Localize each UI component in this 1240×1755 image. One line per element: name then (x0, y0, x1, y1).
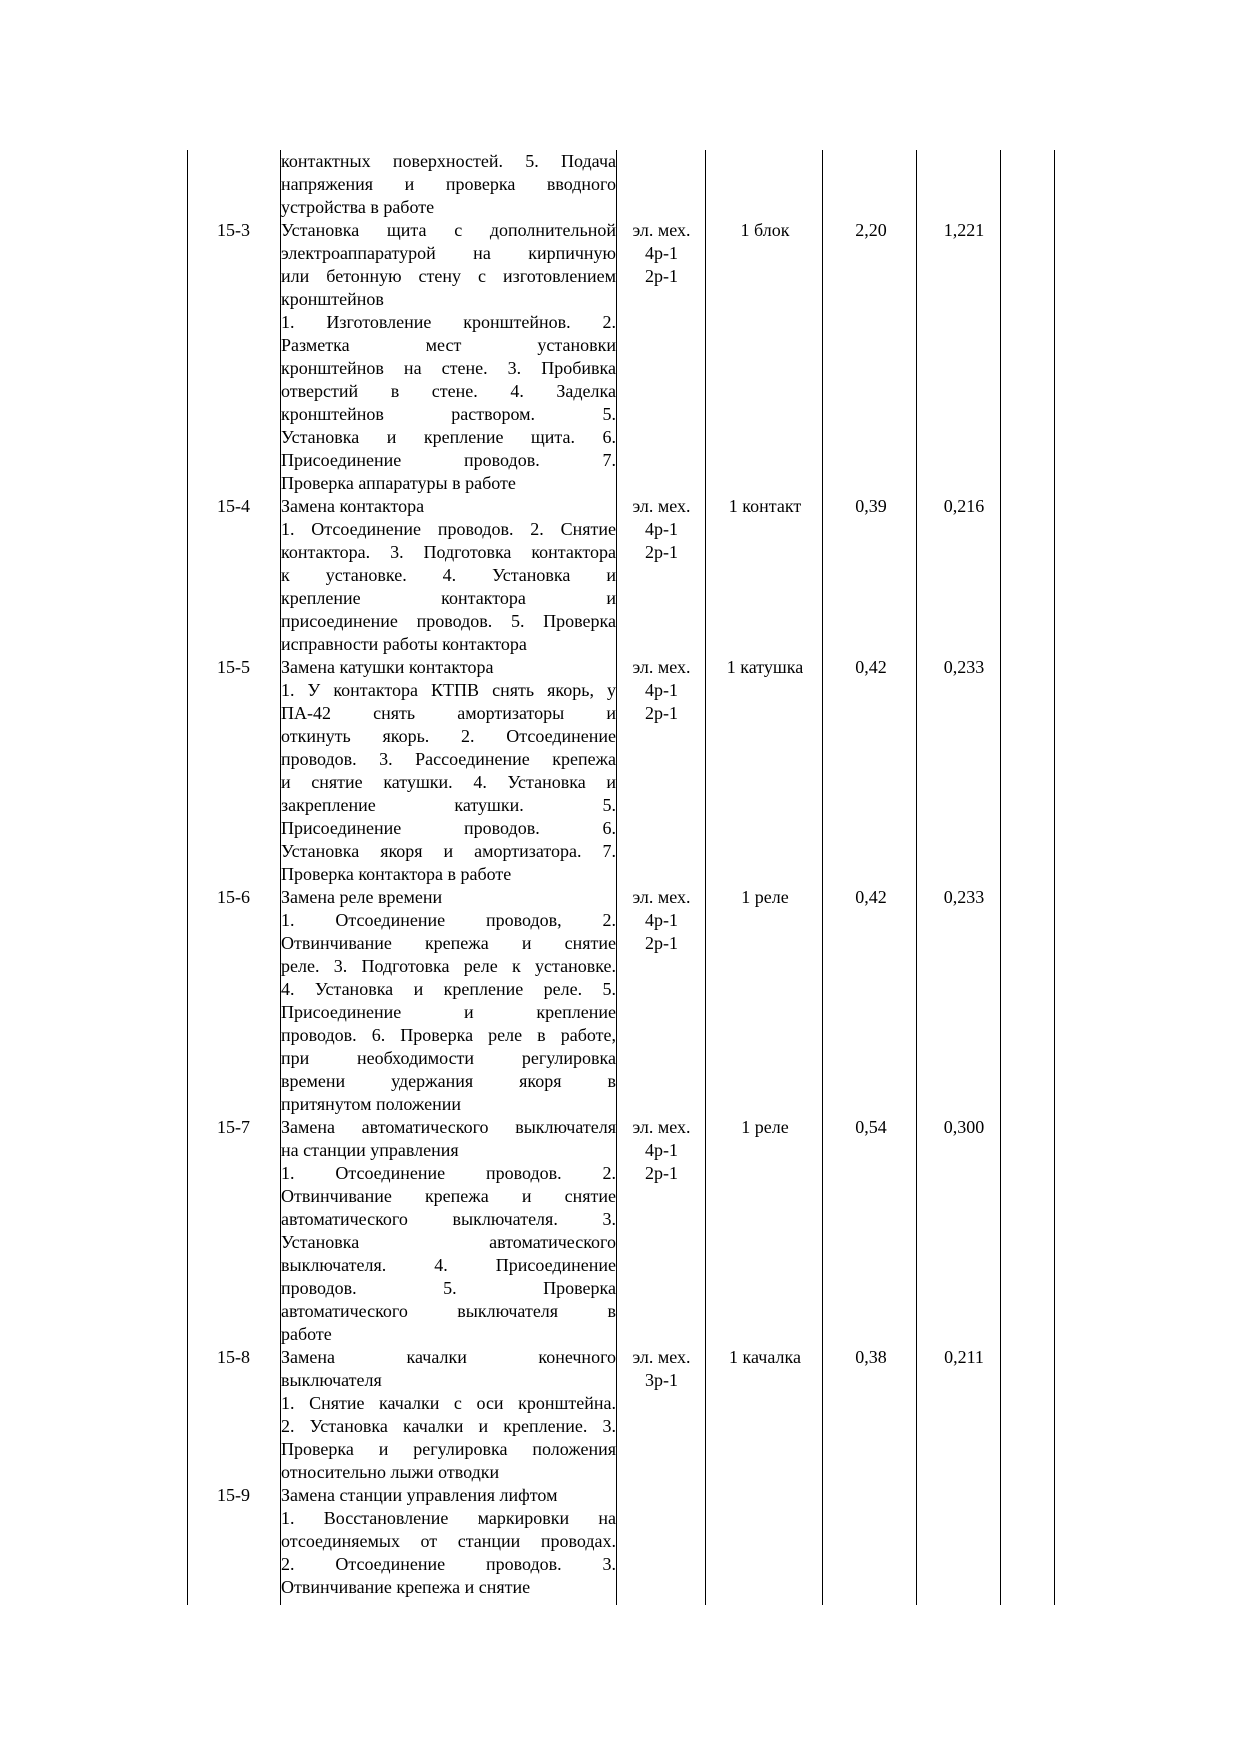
composition-item: эл. мех. (632, 887, 691, 907)
row-step-line: 1. Изготовление кронштейнов. 2. (281, 312, 616, 332)
row-value-1: 0,39 (855, 496, 887, 516)
row-step-line: откинуть якорь. 2. Отсоединение (281, 726, 616, 746)
composition-item: 3р-1 (645, 1370, 678, 1390)
row-title-line: на станции управления (281, 1140, 459, 1160)
table-border-right (1054, 150, 1055, 1605)
row-unit: 1 катушка (726, 657, 804, 677)
row-description (281, 886, 616, 1116)
row-composition (618, 656, 705, 725)
row-step-line: отверстий в стене. 4. Заделка (281, 381, 616, 401)
row-description (281, 656, 616, 886)
row-step-line: Разметка мест установки (281, 335, 616, 355)
table-divider-desc (616, 150, 617, 1605)
composition-item: 2р-1 (645, 266, 678, 286)
row-step-line: кронштейнов на стене. 3. Пробивка (281, 358, 616, 378)
row-step-line: контактора. 3. Подготовка контактора (281, 542, 616, 562)
composition-item: эл. мех. (632, 1347, 691, 1367)
row-title-line: кронштейнов (281, 289, 384, 309)
row-composition (618, 1346, 705, 1392)
row-value-1: 0,38 (855, 1347, 887, 1367)
row-step-line: 1. Отсоединение проводов, 2. (281, 910, 616, 930)
row-title-line: Замена контактора (281, 496, 425, 516)
intro-line: напряжения и проверка вводного (281, 174, 616, 194)
row-step-line: реле. 3. Подготовка реле к установке. (281, 956, 616, 976)
row-step-line: Отвинчивание крепежа и снятие (281, 933, 616, 953)
row-unit: 1 контакт (728, 496, 802, 516)
composition-item: 2р-1 (645, 542, 678, 562)
row-title-line: Замена качалки конечного (281, 1347, 616, 1367)
row-description (281, 1116, 616, 1346)
table-border-left (187, 150, 188, 1605)
composition-item: эл. мех. (632, 220, 691, 240)
row-title-line: электроаппаратурой на кирпичную (281, 243, 616, 263)
row-composition (618, 219, 705, 288)
row-value-2: 0,211 (944, 1347, 984, 1367)
row-value-1: 0,42 (855, 657, 887, 677)
row-description (281, 495, 616, 656)
row-unit: 1 реле (741, 1117, 789, 1137)
row-code: 15-7 (217, 1117, 250, 1137)
row-title-line: или бетонную стену с изготовлением (281, 266, 616, 286)
row-step-line: проводов. 3. Рассоединение крепежа (281, 749, 616, 769)
row-code: 15-3 (217, 220, 250, 240)
composition-item: эл. мех. (632, 496, 691, 516)
row-description (281, 219, 616, 495)
row-code: 15-8 (217, 1347, 250, 1367)
row-value-2: 1,221 (943, 220, 985, 240)
composition-item: 4р-1 (645, 243, 678, 263)
table-divider-v2 (1000, 150, 1001, 1605)
row-step-line: ПА-42 снять амортизаторы и (281, 703, 616, 723)
row-step-line: 4. Установка и крепление реле. 5. (281, 979, 616, 999)
composition-item: 4р-1 (645, 910, 678, 930)
row-code: 15-4 (217, 496, 250, 516)
row-unit: 1 качалка (729, 1347, 801, 1367)
row-step-line: Присоединение проводов. 7. (281, 450, 616, 470)
row-composition (618, 1116, 705, 1185)
row-step-line: выключателя. 4. Присоединение (281, 1255, 616, 1275)
row-composition (618, 886, 705, 955)
row-description (281, 1346, 616, 1484)
row-step-line: присоединение проводов. 5. Проверка (281, 611, 616, 631)
composition-item: 2р-1 (645, 1163, 678, 1183)
row-step-line: Отвинчивание крепежа и снятие (281, 1577, 531, 1597)
row-step-line: Отвинчивание крепежа и снятие (281, 1186, 616, 1206)
row-title-line: Замена реле времени (281, 887, 443, 907)
row-step-line: Присоединение проводов. 6. (281, 818, 616, 838)
row-composition (618, 495, 705, 564)
row-value-2: 0,300 (943, 1117, 985, 1137)
row-step-line: и снятие катушки. 4. Установка и (281, 772, 616, 792)
intro-line: контактных поверхностей. 5. Подача (281, 151, 616, 171)
row-step-line: притянутом положении (281, 1094, 461, 1114)
row-step-line: автоматического выключателя в (281, 1301, 616, 1321)
row-step-line: исправности работы контактора (281, 634, 527, 654)
composition-item: эл. мех. (632, 657, 691, 677)
row-code: 15-5 (217, 657, 250, 677)
row-step-line: работе (281, 1324, 332, 1344)
row-step-line: кронштейнов раствором. 5. (281, 404, 616, 424)
row-step-line: проводов. 5. Проверка (281, 1278, 616, 1298)
row-value-1: 0,42 (855, 887, 887, 907)
row-step-line: отсоединяемых от станции проводах. (281, 1531, 616, 1551)
row-value-2: 0,233 (943, 887, 985, 907)
row-title-line: Замена автоматического выключателя (281, 1117, 616, 1137)
row-step-line: проводов. 6. Проверка реле в работе, (281, 1025, 616, 1045)
row-step-line: закрепление катушки. 5. (281, 795, 616, 815)
composition-item: эл. мех. (632, 1117, 691, 1137)
row-step-line: 1. Отсоединение проводов. 2. Снятие (281, 519, 616, 539)
row-code: 15-6 (217, 887, 250, 907)
row-value-1: 2,20 (855, 220, 887, 240)
table-divider-comp (705, 150, 706, 1605)
row-step-line: относительно лыжи отводки (281, 1462, 500, 1482)
composition-item: 2р-1 (645, 933, 678, 953)
composition-item: 4р-1 (645, 519, 678, 539)
row-step-line: Установка автоматического (281, 1232, 616, 1252)
row-title-line: Замена катушки контактора (281, 657, 494, 677)
row-title-line: выключателя (281, 1370, 382, 1390)
intro-text (281, 150, 616, 219)
row-value-1: 0,54 (855, 1117, 887, 1137)
row-step-line: к установке. 4. Установка и (281, 565, 616, 585)
row-step-line: 1. У контактора КТПВ снять якорь, у (281, 680, 616, 700)
table-divider-v1 (916, 150, 917, 1605)
composition-item: 4р-1 (645, 680, 678, 700)
row-step-line: 2. Отсоединение проводов. 3. (281, 1554, 616, 1574)
row-step-line: Проверка контактора в работе (281, 864, 512, 884)
row-step-line: Присоединение и крепление (281, 1002, 616, 1022)
row-step-line: 1. Снятие качалки с оси кронштейна. (281, 1393, 616, 1413)
row-step-line: 2. Установка качалки и крепление. 3. (281, 1416, 616, 1436)
row-description (281, 1484, 616, 1599)
intro-line: устройства в работе (281, 197, 435, 217)
row-code: 15-9 (217, 1485, 250, 1505)
row-step-line: автоматического выключателя. 3. (281, 1209, 616, 1229)
row-title-line: Установка щита с дополнительной (281, 220, 616, 240)
row-step-line: Проверка и регулировка положения (281, 1439, 616, 1459)
row-step-line: Проверка аппаратуры в работе (281, 473, 516, 493)
row-value-2: 0,233 (943, 657, 985, 677)
row-step-line: Установка и крепление щита. 6. (281, 427, 616, 447)
row-value-2: 0,216 (943, 496, 985, 516)
composition-item: 2р-1 (645, 703, 678, 723)
row-step-line: при необходимости регулировка (281, 1048, 616, 1068)
row-step-line: крепление контактора и (281, 588, 616, 608)
row-title-line: Замена станции управления лифтом (281, 1485, 558, 1505)
row-step-line: 1. Восстановление маркировки на (281, 1508, 616, 1528)
row-step-line: Установка якоря и амортизатора. 7. (281, 841, 616, 861)
row-unit: 1 блок (740, 220, 790, 240)
row-step-line: 1. Отсоединение проводов. 2. (281, 1163, 616, 1183)
row-unit: 1 реле (741, 887, 789, 907)
composition-item: 4р-1 (645, 1140, 678, 1160)
row-step-line: времени удержания якоря в (281, 1071, 616, 1091)
table-divider-unit (822, 150, 823, 1605)
